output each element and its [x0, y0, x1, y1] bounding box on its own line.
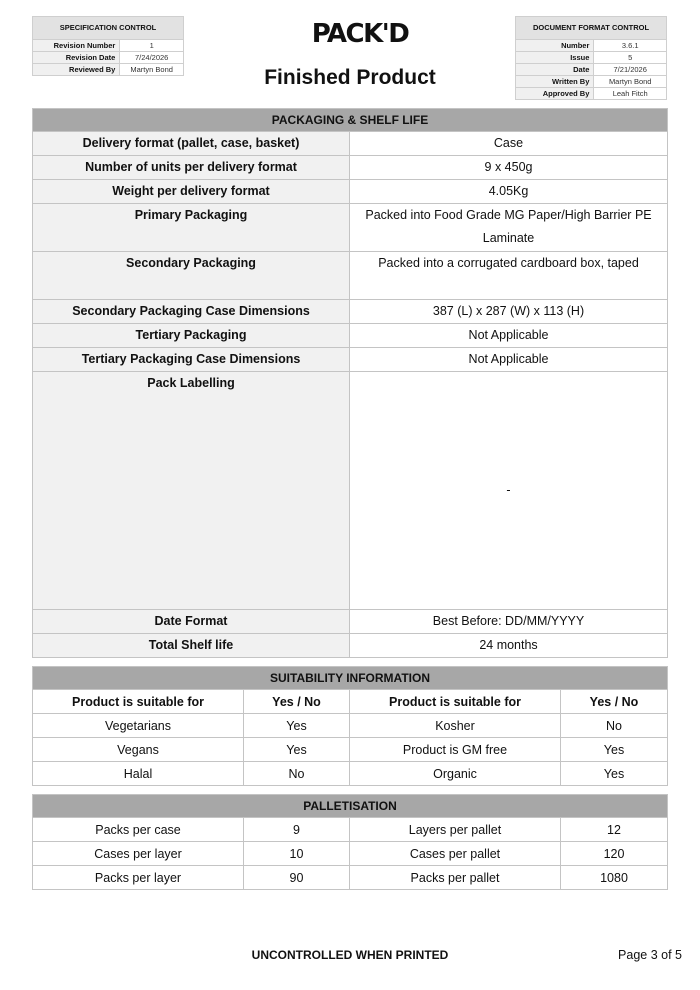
table-row — [33, 738, 668, 762]
table-cell: 12 — [561, 818, 668, 842]
table-cell: Packs per case — [33, 818, 244, 842]
specification-control-table — [32, 16, 184, 76]
table-cell: 1080 — [561, 866, 668, 890]
table-cell: No — [244, 762, 350, 786]
packaging-row — [33, 610, 668, 634]
table-cell: Cases per layer — [33, 842, 244, 866]
spec-label: Revision Number — [33, 40, 120, 52]
doc-row-date — [516, 64, 667, 76]
table-row — [33, 762, 668, 786]
packaging-shelf-life-table — [32, 108, 668, 658]
table-cell: 9 — [244, 818, 350, 842]
table-cell: Layers per pallet — [350, 818, 561, 842]
doc-label: Number — [516, 40, 594, 52]
suitability-information-table — [32, 666, 668, 786]
page-title: Finished Product — [264, 66, 436, 89]
table-cell: 90 — [244, 866, 350, 890]
table-cell: Kosher — [350, 714, 561, 738]
packaging-label: Total Shelf life — [33, 634, 350, 658]
column-header: Yes / No — [244, 690, 350, 714]
spec-label: Reviewed By — [33, 64, 120, 76]
packaging-value: Not Applicable — [350, 324, 668, 348]
table-row — [33, 842, 668, 866]
pack-labelling-value: - — [350, 372, 668, 610]
uncontrolled-notice: UNCONTROLLED WHEN PRINTED — [251, 948, 449, 962]
packaging-row — [33, 348, 668, 372]
table-row — [33, 866, 668, 890]
spec-row-revision-number — [33, 40, 184, 52]
packaging-row — [33, 324, 668, 348]
packaging-value: 24 months — [350, 634, 668, 658]
spec-control-title: SPECIFICATION CONTROL — [33, 17, 184, 40]
table-cell: Yes — [244, 714, 350, 738]
palletisation-section-header: PALLETISATION — [33, 795, 668, 818]
doc-row-approved-by — [516, 88, 667, 100]
packaging-label: Number of units per delivery format — [33, 156, 350, 180]
column-header: Yes / No — [561, 690, 668, 714]
table-cell: Vegans — [33, 738, 244, 762]
packaging-row — [33, 634, 668, 658]
brand-logo: PACK'D — [311, 19, 409, 49]
spec-label: Revision Date — [33, 52, 120, 64]
column-header: Product is suitable for — [350, 690, 561, 714]
packaging-value: Case — [350, 132, 668, 156]
table-cell: Yes — [561, 738, 668, 762]
packaging-value: Best Before: DD/MM/YYYY — [350, 610, 668, 634]
doc-value: Leah Fitch — [594, 88, 667, 100]
packaging-label: Tertiary Packaging Case Dimensions — [33, 348, 350, 372]
packaging-label: Secondary Packaging Case Dimensions — [33, 300, 350, 324]
table-cell: Product is GM free — [350, 738, 561, 762]
doc-row-written-by — [516, 76, 667, 88]
doc-label: Written By — [516, 76, 594, 88]
table-cell: Vegetarians — [33, 714, 244, 738]
table-cell: 120 — [561, 842, 668, 866]
packaging-label: Primary Packaging — [33, 204, 350, 252]
doc-label: Date — [516, 64, 594, 76]
packaging-label: Date Format — [33, 610, 350, 634]
document-format-control-table — [515, 16, 667, 100]
table-row — [33, 714, 668, 738]
packaging-value: Not Applicable — [350, 348, 668, 372]
packaging-row — [33, 252, 668, 300]
packaging-value: Packed into a corrugated cardboard box, taped — [350, 252, 668, 300]
table-cell: Yes — [561, 762, 668, 786]
table-cell: Packs per layer — [33, 866, 244, 890]
packaging-value: Packed into Food Grade MG Paper/High Barrier PE Laminate — [350, 204, 668, 252]
packaging-label: Pack Labelling — [33, 372, 350, 610]
packaging-section-header: PACKAGING & SHELF LIFE — [33, 109, 668, 132]
doc-row-issue — [516, 52, 667, 64]
packaging-label: Tertiary Packaging — [33, 324, 350, 348]
doc-label: Issue — [516, 52, 594, 64]
packaging-value: 387 (L) x 287 (W) x 113 (H) — [350, 300, 668, 324]
doc-control-title: DOCUMENT FORMAT CONTROL — [516, 17, 667, 40]
packaging-value: 4.05Kg — [350, 180, 668, 204]
packaging-label: Delivery format (pallet, case, basket) — [33, 132, 350, 156]
packaging-row — [33, 372, 668, 610]
table-cell: Organic — [350, 762, 561, 786]
palletisation-table — [32, 794, 668, 890]
spec-row-revision-date — [33, 52, 184, 64]
packaging-row — [33, 204, 668, 252]
table-cell: Yes — [244, 738, 350, 762]
spec-value: Martyn Bond — [120, 64, 184, 76]
suitability-section-header: SUITABILITY INFORMATION — [33, 667, 668, 690]
table-cell: 10 — [244, 842, 350, 866]
packaging-row — [33, 300, 668, 324]
page-number: Page 3 of 5 — [618, 948, 682, 962]
doc-value: Martyn Bond — [594, 76, 667, 88]
table-row — [33, 818, 668, 842]
table-cell: Packs per pallet — [350, 866, 561, 890]
table-cell: Halal — [33, 762, 244, 786]
spec-row-reviewed-by — [33, 64, 184, 76]
suitability-header-row — [33, 690, 668, 714]
spec-value: 7/24/2026 — [120, 52, 184, 64]
table-cell: Cases per pallet — [350, 842, 561, 866]
packaging-row — [33, 180, 668, 204]
doc-value: 7/21/2026 — [594, 64, 667, 76]
packaging-row — [33, 132, 668, 156]
packaging-row — [33, 156, 668, 180]
doc-row-number — [516, 40, 667, 52]
packaging-label: Secondary Packaging — [33, 252, 350, 300]
packaging-label: Weight per delivery format — [33, 180, 350, 204]
spec-value: 1 — [120, 40, 184, 52]
doc-label: Approved By — [516, 88, 594, 100]
doc-value: 3.6.1 — [594, 40, 667, 52]
packaging-value: 9 x 450g — [350, 156, 668, 180]
table-cell: No — [561, 714, 668, 738]
doc-value: 5 — [594, 52, 667, 64]
column-header: Product is suitable for — [33, 690, 244, 714]
